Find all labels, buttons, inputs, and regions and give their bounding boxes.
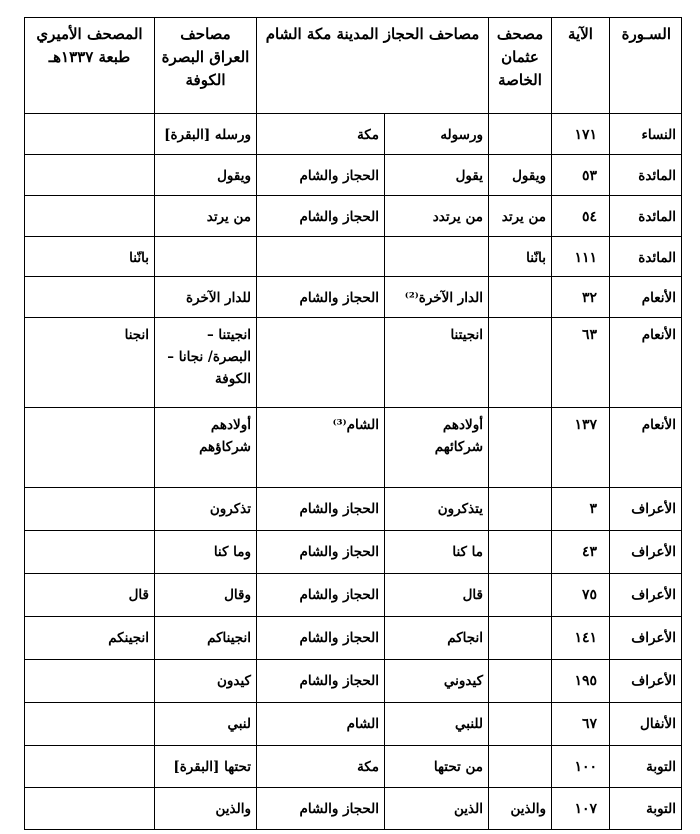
cell-hijaz-word: قال xyxy=(385,574,489,617)
table-row xyxy=(25,703,682,746)
cell-amiri: انجنا xyxy=(25,318,155,408)
cell-iraq: وما كنا xyxy=(155,531,257,574)
variants-table xyxy=(24,17,682,830)
cell-uthman xyxy=(489,277,552,318)
header-row xyxy=(25,18,682,114)
cell-hijaz-region: الشام xyxy=(257,703,385,746)
cell-hijaz-word: أولادهم شركائهم xyxy=(385,408,489,488)
table-row xyxy=(25,574,682,617)
cell-amiri xyxy=(25,196,155,237)
cell-ayah: ١٠٠ xyxy=(552,746,610,788)
cell-hijaz-region: مكة xyxy=(257,746,385,788)
cell-surah: الأعراف xyxy=(610,574,682,617)
cell-hijaz-word: من يرتدد xyxy=(385,196,489,237)
cell-hijaz-word: الذين xyxy=(385,788,489,830)
cell-ayah: ١٠٧ xyxy=(552,788,610,830)
table-row xyxy=(25,155,682,196)
cell-iraq: لنبي xyxy=(155,703,257,746)
cell-hijaz-word: كيدوني xyxy=(385,660,489,703)
table-row xyxy=(25,237,682,277)
cell-ayah: ٥٣ xyxy=(552,155,610,196)
table-row xyxy=(25,196,682,237)
cell-amiri xyxy=(25,788,155,830)
cell-ayah: ٦٣ xyxy=(552,318,610,408)
cell-surah: الأنعام xyxy=(610,277,682,318)
cell-uthman xyxy=(489,531,552,574)
cell-uthman: بانّنا xyxy=(489,237,552,277)
cell-hijaz-region: مكة xyxy=(257,114,385,155)
table-row xyxy=(25,318,682,408)
table-row xyxy=(25,617,682,660)
cell-surah: الأنفال xyxy=(610,703,682,746)
cell-surah: النساء xyxy=(610,114,682,155)
cell-amiri xyxy=(25,488,155,531)
cell-hijaz-region: الشام⁽³⁾ xyxy=(257,408,385,488)
cell-hijaz-region: الحجاز والشام xyxy=(257,155,385,196)
cell-surah: الأعراف xyxy=(610,617,682,660)
cell-surah: الأعراف xyxy=(610,488,682,531)
cell-ayah: ١١١ xyxy=(552,237,610,277)
cell-ayah: ١٣٧ xyxy=(552,408,610,488)
cell-ayah: ١٤١ xyxy=(552,617,610,660)
cell-ayah: ٧٥ xyxy=(552,574,610,617)
table-row xyxy=(25,660,682,703)
cell-iraq: وقال xyxy=(155,574,257,617)
table-row xyxy=(25,408,682,488)
cell-ayah: ١٩٥ xyxy=(552,660,610,703)
cell-hijaz-region: الحجاز والشام xyxy=(257,574,385,617)
cell-amiri xyxy=(25,408,155,488)
cell-surah: التوبة xyxy=(610,746,682,788)
cell-uthman: من يرتد xyxy=(489,196,552,237)
header-surah: السـورة xyxy=(610,18,682,114)
cell-amiri: قال xyxy=(25,574,155,617)
cell-surah: التوبة xyxy=(610,788,682,830)
cell-iraq: انجيناكم xyxy=(155,617,257,660)
cell-uthman xyxy=(489,703,552,746)
cell-amiri: انجينكم xyxy=(25,617,155,660)
table-row xyxy=(25,531,682,574)
cell-iraq: تحتها [البقرة] xyxy=(155,746,257,788)
cell-ayah: ٥٤ xyxy=(552,196,610,237)
header-hijaz: مصاحف الحجاز المدينة مكة الشام xyxy=(257,18,489,114)
cell-ayah: ٤٣ xyxy=(552,531,610,574)
cell-iraq: من يرتد xyxy=(155,196,257,237)
cell-amiri xyxy=(25,746,155,788)
cell-hijaz-word: يقول xyxy=(385,155,489,196)
cell-amiri xyxy=(25,531,155,574)
table-row xyxy=(25,488,682,531)
cell-surah: المائدة xyxy=(610,155,682,196)
cell-iraq: انجيتنا – البصرة/ نجانا – الكوفة xyxy=(155,318,257,408)
cell-ayah: ١٧١ xyxy=(552,114,610,155)
cell-hijaz-region xyxy=(257,318,385,408)
cell-hijaz-region: الحجاز والشام xyxy=(257,488,385,531)
header-ayah: الآية xyxy=(552,18,610,114)
cell-hijaz-region: الحجاز والشام xyxy=(257,617,385,660)
cell-amiri xyxy=(25,703,155,746)
cell-uthman xyxy=(489,746,552,788)
table-row xyxy=(25,114,682,155)
cell-hijaz-word: الدار الآخرة⁽²⁾ xyxy=(385,277,489,318)
table-row xyxy=(25,746,682,788)
cell-uthman xyxy=(489,660,552,703)
cell-hijaz-word: ورسوله xyxy=(385,114,489,155)
cell-hijaz-region xyxy=(257,237,385,277)
cell-surah: الأعراف xyxy=(610,660,682,703)
cell-uthman xyxy=(489,318,552,408)
cell-iraq: والذين xyxy=(155,788,257,830)
cell-uthman xyxy=(489,488,552,531)
cell-hijaz-word: للنبي xyxy=(385,703,489,746)
cell-iraq: ويقول xyxy=(155,155,257,196)
cell-surah: المائدة xyxy=(610,196,682,237)
cell-ayah: ٣ xyxy=(552,488,610,531)
cell-iraq: كيدون xyxy=(155,660,257,703)
cell-amiri xyxy=(25,114,155,155)
cell-uthman xyxy=(489,408,552,488)
cell-uthman xyxy=(489,114,552,155)
header-iraq: مصاحف العراق البصرة الكوفة xyxy=(155,18,257,114)
cell-hijaz-region: الحجاز والشام xyxy=(257,660,385,703)
cell-uthman xyxy=(489,574,552,617)
cell-amiri xyxy=(25,155,155,196)
cell-uthman: والذين xyxy=(489,788,552,830)
cell-uthman: ويقول xyxy=(489,155,552,196)
cell-amiri xyxy=(25,277,155,318)
cell-iraq: للدار الآخرة xyxy=(155,277,257,318)
cell-ayah: ٦٧ xyxy=(552,703,610,746)
cell-hijaz-word: انجاكم xyxy=(385,617,489,660)
cell-surah: الأنعام xyxy=(610,318,682,408)
cell-hijaz-region: الحجاز والشام xyxy=(257,531,385,574)
cell-hijaz-word xyxy=(385,237,489,277)
cell-ayah: ٣٢ xyxy=(552,277,610,318)
cell-hijaz-word: من تحتها xyxy=(385,746,489,788)
cell-iraq: أولادهم شركاؤهم xyxy=(155,408,257,488)
cell-surah: الأعراف xyxy=(610,531,682,574)
cell-surah: الأنعام xyxy=(610,408,682,488)
cell-hijaz-word: ما كنا xyxy=(385,531,489,574)
cell-surah: المائدة xyxy=(610,237,682,277)
cell-uthman xyxy=(489,617,552,660)
cell-hijaz-region: الحجاز والشام xyxy=(257,196,385,237)
header-uthman: مصحف عثمان الخاصة xyxy=(489,18,552,114)
cell-hijaz-word: يتذكرون xyxy=(385,488,489,531)
cell-hijaz-word: انجيتنا xyxy=(385,318,489,408)
cell-iraq: ورسله [البقرة] xyxy=(155,114,257,155)
cell-iraq: تذكرون xyxy=(155,488,257,531)
table-row xyxy=(25,788,682,830)
cell-amiri: بانّنا xyxy=(25,237,155,277)
table-row xyxy=(25,277,682,318)
cell-iraq xyxy=(155,237,257,277)
cell-hijaz-region: الحجاز والشام xyxy=(257,788,385,830)
cell-amiri xyxy=(25,660,155,703)
header-amiri: المصحف الأميري طبعة ١٣٣٧هـ xyxy=(25,18,155,114)
cell-hijaz-region: الحجاز والشام xyxy=(257,277,385,318)
